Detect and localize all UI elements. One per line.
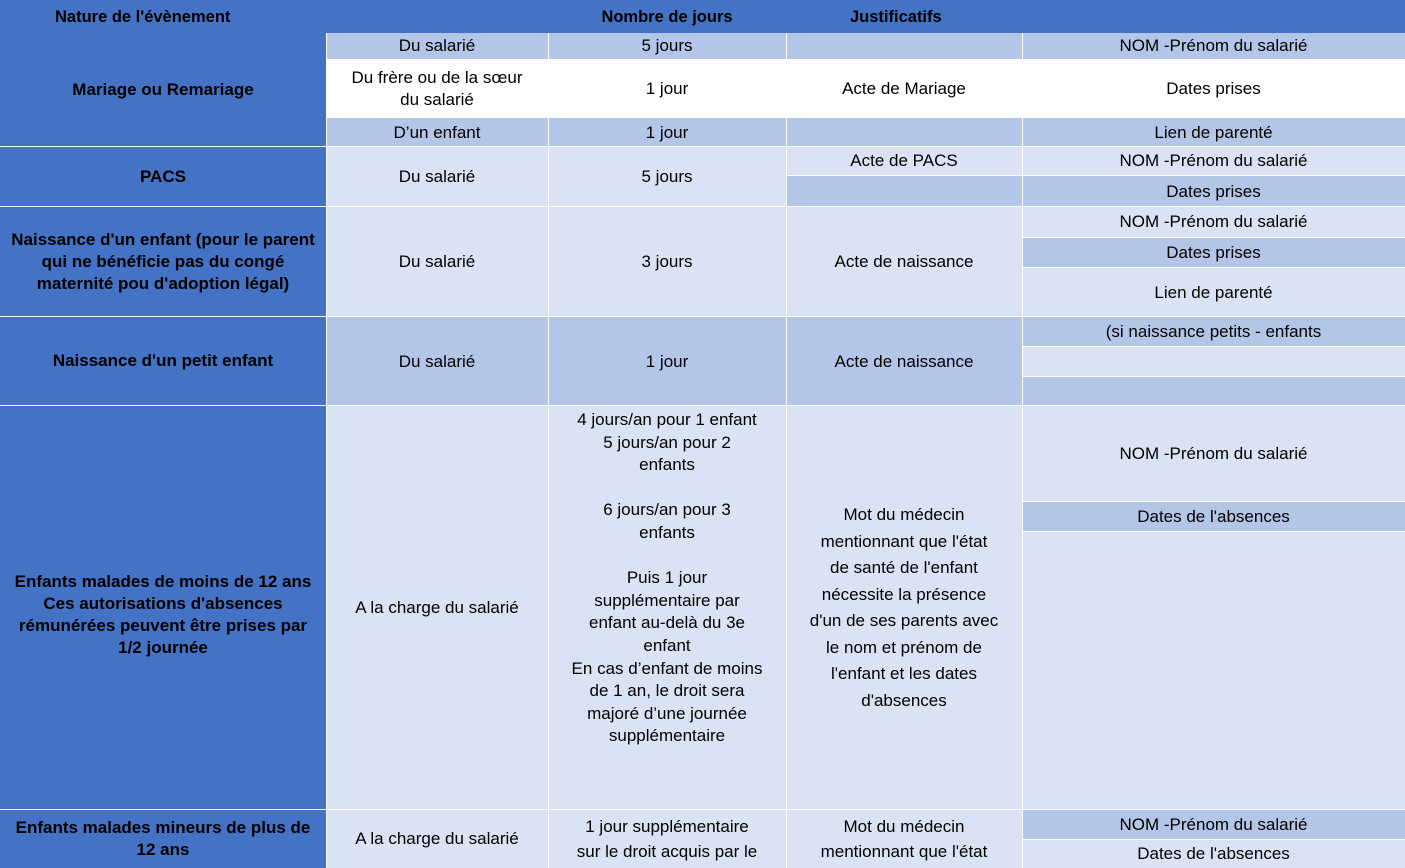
category-malades-moins-12: Enfants malades de moins de 12 ans Ces autorisations d'absences rémunérées peuvent être prises par 1/2 journée bbox=[0, 406, 326, 810]
mineurs-sub: A la charge du salarié bbox=[326, 810, 548, 868]
mineurs-justif: Mot du médecin mentionnant que l'état bbox=[786, 810, 1022, 868]
row-line-pacs bbox=[0, 146, 1405, 147]
mariage-days-frere-soeur: 1 jour bbox=[548, 60, 786, 118]
mariage-justif: Acte de Mariage bbox=[786, 60, 1022, 118]
mariage-justif-blank-top bbox=[786, 33, 1022, 60]
malades12-doc-blank bbox=[1022, 532, 1405, 810]
malades12-doc-nom: NOM -Prénom du salarié bbox=[1022, 406, 1405, 502]
category-mariage: Mariage ou Remariage bbox=[0, 33, 326, 147]
row-line-mineurs bbox=[0, 809, 1405, 810]
category-pacs: PACS bbox=[0, 147, 326, 207]
mariage-sub-salarie: Du salarié bbox=[326, 33, 548, 60]
header-nombre-jours: Nombre de jours bbox=[548, 0, 786, 33]
mineurs-doc-dates: Dates de l'absences bbox=[1022, 840, 1405, 868]
pacs-justif: Acte de PACS bbox=[786, 147, 1022, 176]
header-justificatifs: Justificatifs bbox=[786, 0, 1022, 33]
row-line-malades bbox=[0, 405, 1405, 406]
row-line-naissance bbox=[0, 206, 1405, 207]
malades12-justif: Mot du médecin mentionnant que l'état de santé de l'enfant nécessite la présence d'un de ses parents avec le nom et prénom de l'enfant et les dates d'absences bbox=[786, 406, 1022, 810]
petit-enfant-doc-blank-1 bbox=[1022, 347, 1405, 377]
naissance-justif: Acte de naissance bbox=[786, 207, 1022, 317]
mariage-sub-frere-soeur: Du frère ou de la sœur du salarié bbox=[326, 60, 548, 118]
mariage-justif-blank-bottom bbox=[786, 118, 1022, 147]
mariage-sub-enfant: D’un enfant bbox=[326, 118, 548, 147]
naissance-days: 3 jours bbox=[548, 207, 786, 317]
category-mineurs-plus-12: Enfants malades mineurs de plus de 12 ans bbox=[0, 810, 326, 868]
grid-line-4 bbox=[1022, 33, 1023, 868]
pacs-sub: Du salarié bbox=[326, 147, 548, 207]
naissance-doc-dates: Dates prises bbox=[1022, 238, 1405, 268]
category-petit-enfant: Naissance d'un petit enfant bbox=[0, 317, 326, 406]
petit-enfant-doc-note: (si naissance petits - enfants bbox=[1022, 317, 1405, 347]
category-naissance-enfant: Naissance d'un enfant (pour le parent qui ne bénéficie pas du congé maternité pou d'adoption légal) bbox=[0, 207, 326, 317]
grid-line-3 bbox=[786, 33, 787, 868]
mariage-doc-nom: NOM -Prénom du salarié bbox=[1022, 33, 1405, 60]
malades12-days: 4 jours/an pour 1 enfant 5 jours/an pour 2 enfants 6 jours/an pour 3 enfants Puis 1 jour supplémentaire par enfant au-delà du 3e enfant En cas d’enfant de moins de 1 an, le droit sera majoré d’une journée supplémentaire bbox=[548, 406, 786, 810]
header-nature: Nature de l'évènement bbox=[0, 0, 548, 33]
pacs-justif-blank bbox=[786, 176, 1022, 207]
petit-enfant-sub: Du salarié bbox=[326, 317, 548, 406]
malades12-doc-dates: Dates de l'absences bbox=[1022, 502, 1405, 532]
mineurs-days: 1 jour supplémentaire sur le droit acquis par le bbox=[548, 810, 786, 868]
mariage-doc-lien: Lien de parenté bbox=[1022, 118, 1405, 147]
mariage-doc-dates: Dates prises bbox=[1022, 60, 1405, 118]
petit-enfant-justif: Acte de naissance bbox=[786, 317, 1022, 406]
petit-enfant-doc-blank-2 bbox=[1022, 377, 1405, 406]
malades12-sub: A la charge du salarié bbox=[326, 406, 548, 810]
mariage-days-enfant: 1 jour bbox=[548, 118, 786, 147]
pacs-doc-nom: NOM -Prénom du salarié bbox=[1022, 147, 1405, 176]
pacs-doc-dates: Dates prises bbox=[1022, 176, 1405, 207]
grid-line-2 bbox=[548, 33, 549, 868]
grid-line-1 bbox=[326, 33, 327, 868]
row-line-petit bbox=[0, 316, 1405, 317]
petit-enfant-days: 1 jour bbox=[548, 317, 786, 406]
naissance-doc-nom: NOM -Prénom du salarié bbox=[1022, 207, 1405, 238]
naissance-doc-lien: Lien de parenté bbox=[1022, 268, 1405, 317]
mineurs-doc-nom: NOM -Prénom du salarié bbox=[1022, 810, 1405, 840]
naissance-sub: Du salarié bbox=[326, 207, 548, 317]
mariage-days-salarie: 5 jours bbox=[548, 33, 786, 60]
header-blank bbox=[1022, 0, 1405, 33]
pacs-days: 5 jours bbox=[548, 147, 786, 207]
